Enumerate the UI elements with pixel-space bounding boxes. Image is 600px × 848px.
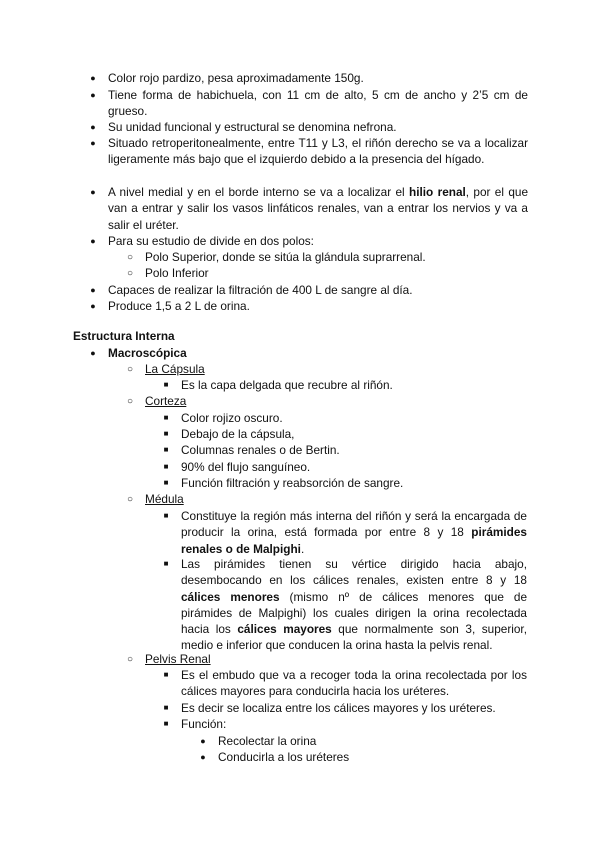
bullet-icon: ● xyxy=(90,122,96,132)
list-item: Situado retroperitonealmente, entre T11 y L3, el riñón derecho se va a localizar ligeramente más bajo que el izquierdo debido a la presencia del hígado. xyxy=(108,136,528,167)
list-item: Función: xyxy=(181,717,227,731)
list-item: Debajo de la cápsula, xyxy=(181,427,295,441)
square-bullet-icon: ■ xyxy=(163,380,169,389)
square-bullet-icon: ■ xyxy=(163,429,169,438)
capsula-title: La Cápsula xyxy=(145,362,205,376)
section-title: Estructura Interna xyxy=(73,329,175,343)
list-item: Es decir se localiza entre los cálices mayores y los uréteres. xyxy=(181,701,496,715)
list-item: Su unidad funcional y estructural se denomina nefrona. xyxy=(108,120,397,134)
list-item: Columnas renales o de Bertin. xyxy=(181,443,340,457)
subsection-title: Macroscópica xyxy=(108,346,187,360)
list-item: Para su estudio de divide en dos polos: xyxy=(108,234,314,248)
bullet-icon: ● xyxy=(90,187,96,197)
list-item: Produce 1,5 a 2 L de orina. xyxy=(108,299,250,313)
list-item: Recolectar la orina xyxy=(218,734,317,748)
bullet-icon: ● xyxy=(90,73,96,83)
pelvis-title: Pelvis Renal xyxy=(145,652,211,666)
square-bullet-icon: ■ xyxy=(163,559,169,568)
list-item: Capaces de realizar la filtración de 400 L de sangre al día. xyxy=(108,283,413,297)
list-item: Conducirla a los uréteres xyxy=(218,750,350,764)
list-item: Es el embudo que va a recoger toda la orina recolectada por los cálices mayores para conducirla hacia los uréteres. xyxy=(181,668,527,699)
list-item: Constituye la región más interna del riñón y será la encargada de producir la orina, está formada por entre 8 y 18 pirámides renales o de Malpighi. xyxy=(181,509,527,556)
list-item: A nivel medial y en el borde interno se va a localizar el hilio renal, por el que van a entrar y salir los vasos linfáticos renales, van a entrar los nervios y va a salir el uréter. xyxy=(108,185,529,232)
bullet-icon: ● xyxy=(90,236,96,246)
bullet-icon: ● xyxy=(90,348,96,358)
square-bullet-icon: ■ xyxy=(163,445,169,454)
square-bullet-icon: ■ xyxy=(163,413,169,422)
bullet-icon: ● xyxy=(90,285,96,295)
list-item: Polo Inferior xyxy=(145,266,209,280)
circle-bullet-icon: ○ xyxy=(126,494,134,505)
bullet-icon: ● xyxy=(90,90,96,100)
bullet-icon: ● xyxy=(90,138,96,148)
list-item: Es la capa delgada que recubre al riñón. xyxy=(181,378,393,392)
list-item: Tiene forma de habichuela, con 11 cm de alto, 5 cm de ancho y 2’5 cm de grueso. xyxy=(108,88,528,119)
bullet-icon: ● xyxy=(200,752,206,762)
circle-bullet-icon: ○ xyxy=(126,268,134,279)
circle-bullet-icon: ○ xyxy=(126,396,134,407)
square-bullet-icon: ■ xyxy=(163,719,169,728)
bullet-icon: ● xyxy=(200,736,206,746)
list-item: Color rojizo oscuro. xyxy=(181,411,283,425)
bullet-icon: ● xyxy=(90,301,96,311)
circle-bullet-icon: ○ xyxy=(126,252,134,263)
list-item: Función filtración y reabsorción de sangre. xyxy=(181,476,404,490)
list-item: Color rojo pardizo, pesa aproximadamente 150g. xyxy=(108,71,364,85)
corteza-title: Corteza xyxy=(145,394,187,408)
square-bullet-icon: ■ xyxy=(163,462,169,471)
circle-bullet-icon: ○ xyxy=(126,654,134,665)
square-bullet-icon: ■ xyxy=(163,478,169,487)
medula-title: Médula xyxy=(145,492,184,506)
list-item: Las pirámides tienen su vértice dirigido hacia abajo, desembocando en los cálices renales, existen entre 8 y 18 cálices menores (mismo nº de cálices menores que de pirámides de Malpighi) los cuales dirigen la orina recolectada hacia los cálices mayores que normalmente son 3, superior, medio e inferior que conducen la orina hasta la pelvis renal. xyxy=(181,557,528,653)
list-item: Polo Superior, donde se sitúa la glándula suprarrenal. xyxy=(145,250,426,264)
square-bullet-icon: ■ xyxy=(163,670,169,679)
square-bullet-icon: ■ xyxy=(163,511,169,520)
circle-bullet-icon: ○ xyxy=(126,364,134,375)
square-bullet-icon: ■ xyxy=(163,703,169,712)
list-item: 90% del flujo sanguíneo. xyxy=(181,460,311,474)
